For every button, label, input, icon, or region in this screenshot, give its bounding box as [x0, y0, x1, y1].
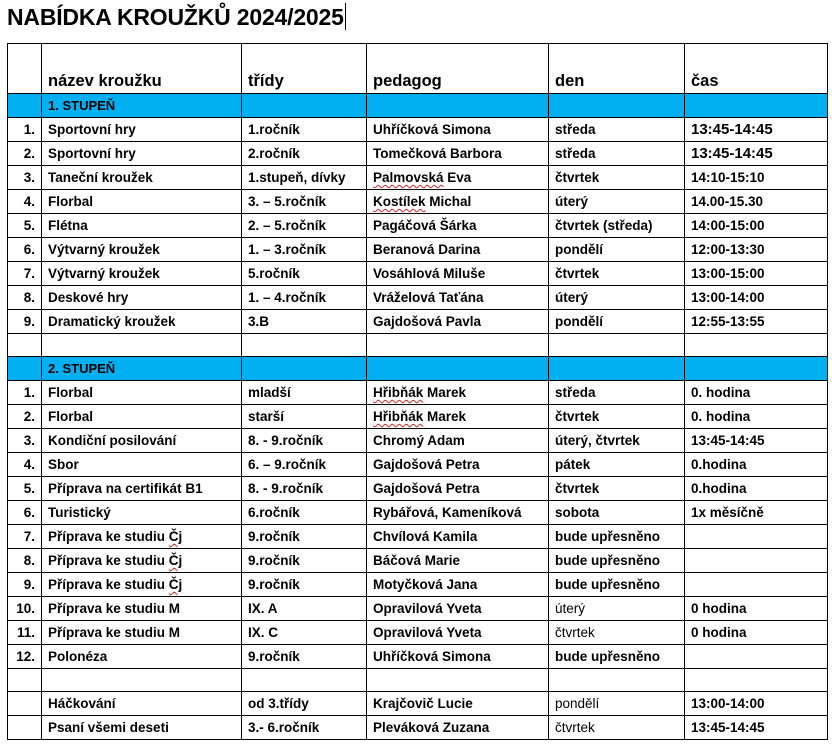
cell-teacher: Hřibňák Marek — [367, 405, 549, 429]
cell-classes: 8. - 9.ročník — [242, 429, 367, 453]
cell-day: úterý — [549, 597, 685, 621]
header-teacher: pedagog — [367, 44, 549, 94]
table-row — [8, 429, 828, 453]
cell-name: Psaní všemi deseti — [42, 716, 242, 740]
cell-day: středa — [549, 381, 685, 405]
table-row — [8, 621, 828, 645]
cell-classes: 9.ročník — [242, 549, 367, 573]
cell-classes: 1.stupeň, dívky — [242, 166, 367, 190]
table-row — [8, 525, 828, 549]
row-number: 3. — [8, 166, 42, 190]
row-number: 1. — [8, 118, 42, 142]
empty-cell — [242, 334, 367, 357]
cell-name: Turistický — [42, 501, 242, 525]
cell-day: čtvrtek — [549, 716, 685, 740]
cell-time: 14:00-15:00 — [685, 214, 828, 238]
cell-time: 12:00-13:30 — [685, 238, 828, 262]
empty-cell — [685, 669, 828, 692]
cell-time: 0 hodina — [685, 597, 828, 621]
section-empty-cell — [685, 94, 828, 118]
row-number: 3. — [8, 429, 42, 453]
cell-time: 14.00-15.30 — [685, 190, 828, 214]
spacer-row — [8, 669, 828, 692]
cell-classes: 2.ročník — [242, 142, 367, 166]
empty-cell — [549, 669, 685, 692]
section-empty-cell — [549, 94, 685, 118]
cell-day: čtvrtek — [549, 405, 685, 429]
cell-name: Sbor — [42, 453, 242, 477]
cell-time: 13:00-14:00 — [685, 286, 828, 310]
table-header-row — [8, 44, 828, 94]
cell-teacher: Rybářová, Kameníková — [367, 501, 549, 525]
cell-time: 13:45-14:45 — [685, 716, 828, 740]
cell-classes: 3.- 6.ročník — [242, 716, 367, 740]
cell-name: Florbal — [42, 405, 242, 429]
spellcheck-mark: Hřibňák — [373, 408, 424, 424]
cell-name: Sportovní hry — [42, 118, 242, 142]
row-number: 2. — [8, 405, 42, 429]
section-empty-cell — [367, 94, 549, 118]
cell-time — [685, 549, 828, 573]
cell-name: Příprava ke studiu Čj — [42, 573, 242, 597]
cell-time: 13:45-14:45 — [685, 142, 828, 166]
cell-classes: od 3.třídy — [242, 692, 367, 716]
cell-teacher: Motyčková Jana — [367, 573, 549, 597]
cell-teacher: Kostílek Michal — [367, 190, 549, 214]
table-row — [8, 573, 828, 597]
cell-day: čtvrtek — [549, 621, 685, 645]
cell-day: pondělí — [549, 238, 685, 262]
cell-day: středa — [549, 142, 685, 166]
cell-name: Příprava ke studiu M — [42, 597, 242, 621]
row-number: 5. — [8, 214, 42, 238]
section-empty-cell — [549, 357, 685, 381]
row-number: 1. — [8, 381, 42, 405]
table-row — [8, 310, 828, 334]
cell-teacher: Gajdošová Petra — [367, 477, 549, 501]
table-row — [8, 262, 828, 286]
cell-time: 13:00-14:00 — [685, 692, 828, 716]
document-title[interactable] — [7, 3, 346, 31]
row-number: 6. — [8, 501, 42, 525]
cell-classes: 5.ročník — [242, 262, 367, 286]
row-number: 9. — [8, 573, 42, 597]
cell-classes: IX. C — [242, 621, 367, 645]
cell-time: 13:00-15:00 — [685, 262, 828, 286]
row-number — [8, 692, 42, 716]
cell-teacher: Vráželová Taťána — [367, 286, 549, 310]
cell-day: pondělí — [549, 310, 685, 334]
cell-teacher: Palmovská Eva — [367, 166, 549, 190]
section-empty-cell — [242, 94, 367, 118]
section-title: 2. STUPEŇ — [42, 357, 242, 381]
row-number: 4. — [8, 453, 42, 477]
row-number: 7. — [8, 262, 42, 286]
cell-day: čtvrtek — [549, 166, 685, 190]
header-time: čas — [685, 44, 828, 94]
table-row — [8, 597, 828, 621]
cell-name: Flétna — [42, 214, 242, 238]
table-row — [8, 645, 828, 669]
cell-day: středa — [549, 118, 685, 142]
cell-day: úterý — [549, 286, 685, 310]
table-row — [8, 549, 828, 573]
cell-day: bude upřesněno — [549, 549, 685, 573]
empty-cell — [685, 334, 828, 357]
table-row — [8, 477, 828, 501]
text-cursor — [345, 3, 346, 30]
section-empty-cell — [367, 357, 549, 381]
row-number: 4. — [8, 190, 42, 214]
cell-teacher: Chromý Adam — [367, 429, 549, 453]
section-header-row — [8, 94, 828, 118]
cell-classes: 3. – 5.ročník — [242, 190, 367, 214]
cell-classes: 2. – 5.ročník — [242, 214, 367, 238]
section-empty-cell — [242, 357, 367, 381]
table-row — [8, 286, 828, 310]
empty-cell — [8, 334, 42, 357]
row-number: 5. — [8, 477, 42, 501]
empty-cell — [242, 669, 367, 692]
cell-teacher: Vosáhlová Miluše — [367, 262, 549, 286]
cell-name: Florbal — [42, 381, 242, 405]
cell-day: úterý — [549, 190, 685, 214]
cell-name: Deskové hry — [42, 286, 242, 310]
cell-teacher: Uhříčková Simona — [367, 645, 549, 669]
cell-time: 12:55-13:55 — [685, 310, 828, 334]
cell-time: 13:45-14:45 — [685, 429, 828, 453]
cell-teacher: Tomečková Barbora — [367, 142, 549, 166]
cell-time: 14:10-15:10 — [685, 166, 828, 190]
cell-teacher: Opravilová Yveta — [367, 597, 549, 621]
table-row — [8, 692, 828, 716]
row-number: 7. — [8, 525, 42, 549]
spacer-row — [8, 334, 828, 357]
cell-name: Výtvarný kroužek — [42, 238, 242, 262]
cell-time: 0. hodina — [685, 405, 828, 429]
cell-name: Florbal — [42, 190, 242, 214]
cell-teacher: Uhříčková Simona — [367, 118, 549, 142]
cell-time — [685, 525, 828, 549]
empty-cell — [8, 669, 42, 692]
cell-name: Háčkování — [42, 692, 242, 716]
cell-name: Příprava na certifikát B1 — [42, 477, 242, 501]
empty-cell — [549, 334, 685, 357]
cell-time — [685, 573, 828, 597]
cell-name: Příprava ke studiu M — [42, 621, 242, 645]
cell-classes: 1.ročník — [242, 118, 367, 142]
section-header-row — [8, 357, 828, 381]
cell-day: úterý, čtvrtek — [549, 429, 685, 453]
cell-time: 0 hodina — [685, 621, 828, 645]
table-row — [8, 501, 828, 525]
cell-classes: 8. - 9.ročník — [242, 477, 367, 501]
cell-classes: mladší — [242, 381, 367, 405]
cell-time: 1x měsíčně — [685, 501, 828, 525]
cell-day: bude upřesněno — [549, 573, 685, 597]
cell-time: 0. hodina — [685, 381, 828, 405]
section-number-cell — [8, 357, 42, 381]
row-number: 11. — [8, 621, 42, 645]
cell-classes: 3.B — [242, 310, 367, 334]
row-number: 6. — [8, 238, 42, 262]
table-row — [8, 118, 828, 142]
cell-classes: 9.ročník — [242, 525, 367, 549]
table-row — [8, 142, 828, 166]
table-row — [8, 166, 828, 190]
cell-name: Sportovní hry — [42, 142, 242, 166]
table-row — [8, 405, 828, 429]
header-day: den — [549, 44, 685, 94]
title-text: NABÍDKA KROUŽKŮ 2024/2025 — [7, 4, 344, 30]
cell-classes: 1. – 4.ročník — [242, 286, 367, 310]
cell-time: 0.hodina — [685, 453, 828, 477]
cell-teacher: Chvílová Kamila — [367, 525, 549, 549]
row-number: 10. — [8, 597, 42, 621]
cell-teacher: Pleváková Zuzana — [367, 716, 549, 740]
cell-name: Taneční kroužek — [42, 166, 242, 190]
header-classes: třídy — [242, 44, 367, 94]
cell-day: pátek — [549, 453, 685, 477]
cell-teacher: Hřibňák Marek — [367, 381, 549, 405]
spellcheck-mark: Čj — [168, 576, 183, 592]
section-empty-cell — [685, 357, 828, 381]
cell-classes: 6.ročník — [242, 501, 367, 525]
table-row — [8, 190, 828, 214]
cell-day: čtvrtek — [549, 262, 685, 286]
empty-cell — [367, 334, 549, 357]
empty-cell — [367, 669, 549, 692]
spellcheck-mark: Čj — [168, 552, 183, 568]
cell-classes: 9.ročník — [242, 645, 367, 669]
section-number-cell — [8, 94, 42, 118]
table-row — [8, 238, 828, 262]
spellcheck-mark: Palmovská — [373, 169, 444, 185]
cell-teacher: Opravilová Yveta — [367, 621, 549, 645]
cell-name: Dramatický kroužek — [42, 310, 242, 334]
empty-cell — [42, 334, 242, 357]
cell-teacher: Krajčovič Lucie — [367, 692, 549, 716]
cell-classes: IX. A — [242, 597, 367, 621]
cell-teacher: Beranová Darina — [367, 238, 549, 262]
section-title: 1. STUPEŇ — [42, 94, 242, 118]
cell-time: 0.hodina — [685, 477, 828, 501]
cell-day: čtvrtek (středa) — [549, 214, 685, 238]
cell-name: Příprava ke studiu Čj — [42, 525, 242, 549]
cell-classes: starší — [242, 405, 367, 429]
cell-day: bude upřesněno — [549, 645, 685, 669]
cell-name: Výtvarný kroužek — [42, 262, 242, 286]
header-number — [8, 44, 42, 94]
cell-day: pondělí — [549, 692, 685, 716]
row-number: 12. — [8, 645, 42, 669]
cell-classes: 6. – 9.ročník — [242, 453, 367, 477]
cell-classes: 9.ročník — [242, 573, 367, 597]
cell-time — [685, 645, 828, 669]
cell-day: bude upřesněno — [549, 525, 685, 549]
cell-day: čtvrtek — [549, 477, 685, 501]
table-row — [8, 381, 828, 405]
header-name: název kroužku — [42, 44, 242, 94]
cell-time: 13:45-14:45 — [685, 118, 828, 142]
row-number: 8. — [8, 286, 42, 310]
row-number: 9. — [8, 310, 42, 334]
clubs-table — [7, 43, 828, 740]
spellcheck-mark: Kostílek — [373, 193, 426, 209]
row-number: 8. — [8, 549, 42, 573]
table-row — [8, 453, 828, 477]
table-row — [8, 214, 828, 238]
spellcheck-mark: Hřibňák — [373, 384, 424, 400]
cell-name: Kondiční posilování — [42, 429, 242, 453]
cell-teacher: Pagáčová Šárka — [367, 214, 549, 238]
row-number: 2. — [8, 142, 42, 166]
cell-name: Polonéza — [42, 645, 242, 669]
cell-name: Příprava ke studiu Čj — [42, 549, 242, 573]
cell-teacher: Gajdošová Petra — [367, 453, 549, 477]
spellcheck-mark: Čj — [168, 528, 183, 544]
cell-teacher: Gajdošová Pavla — [367, 310, 549, 334]
empty-cell — [42, 669, 242, 692]
cell-teacher: Báčová Marie — [367, 549, 549, 573]
cell-classes: 1. – 3.ročník — [242, 238, 367, 262]
cell-day: sobota — [549, 501, 685, 525]
row-number — [8, 716, 42, 740]
table-row — [8, 716, 828, 740]
